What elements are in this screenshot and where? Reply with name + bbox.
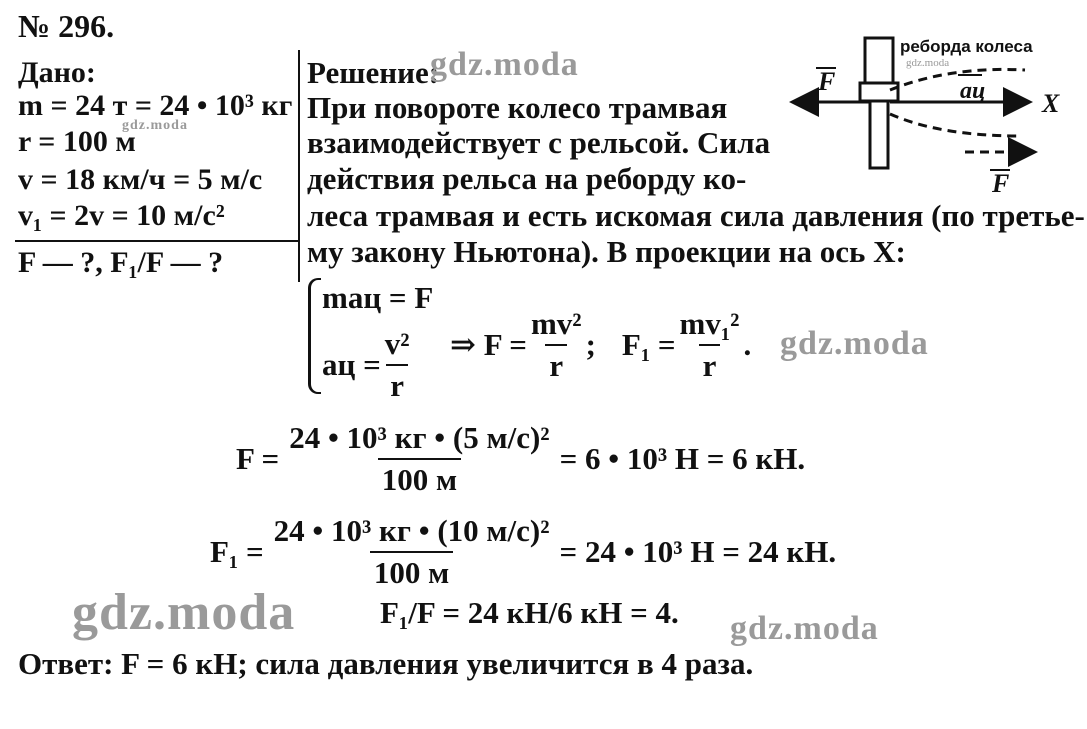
formula-end: .	[743, 327, 752, 362]
given-line-speed2: v₁ = 2v = 10 м/с²	[18, 199, 225, 232]
calc-force1-fraction	[270, 513, 554, 591]
solution-line-4: леса трамвая и есть искомая сила давления (по третье-	[307, 198, 1085, 233]
calc-force-rhs: = 6 • 10³ Н = 6 кН.	[559, 441, 806, 476]
given-find: F — ?, F₁/F — ?	[18, 246, 224, 279]
label-force-bottom: F	[992, 169, 1010, 198]
separator: ;	[585, 327, 596, 362]
system-line-2	[322, 326, 414, 404]
solution-line-1: При повороте колесо трамвая	[307, 90, 728, 125]
label-small-watermark: gdz.moda	[906, 57, 950, 69]
given-header: Дано:	[18, 56, 96, 89]
implies-arrow: ⇒ F =	[450, 327, 527, 362]
solution-header: Решение:	[307, 55, 440, 90]
solution-line-3: действия рельса на реборду ко-	[307, 161, 747, 196]
force-fraction	[527, 306, 586, 384]
force-denominator: r	[545, 344, 567, 384]
calc-force-lhs: F =	[236, 441, 280, 476]
answer-line: Ответ: F = 6 кН; сила давления увеличится в 4 раза.	[18, 646, 754, 681]
given-divider	[15, 240, 298, 242]
given-vertical-rule	[298, 50, 300, 282]
dashed-trajectory-bottom	[890, 114, 1020, 136]
given-line-radius: r = 100 м	[18, 125, 136, 158]
force1-numerator: mv₁²	[679, 306, 740, 341]
label-flange: реборда колеса	[900, 37, 1033, 56]
given-line-speed: v = 18 км/ч = 5 м/с	[18, 163, 263, 196]
dashed-trajectory-top	[890, 69, 1025, 90]
derived-formula	[450, 306, 751, 384]
force1-lhs: F₁ =	[621, 327, 676, 362]
calc-force1-rhs: = 24 • 10³ Н = 24 кН.	[559, 534, 837, 569]
ratio-line: F₁/F = 24 кН/6 кН = 4.	[380, 595, 679, 630]
force1-denominator: r	[699, 344, 721, 384]
force-numerator: mv²	[530, 306, 582, 341]
problem-number: № 296.	[18, 8, 115, 44]
calc-force-denominator: 100 м	[378, 458, 461, 498]
label-force-left: F	[818, 67, 836, 96]
watermark: gdz.moda	[122, 118, 188, 133]
watermark: gdz.moda	[780, 325, 929, 362]
calc-force-numerator: 24 • 10³ кг • (5 м/с)²	[289, 420, 550, 455]
calc-force1-lhs: F₁ =	[210, 534, 264, 569]
wheel-diagram	[780, 28, 1080, 208]
calc-force1-numerator: 24 • 10³ кг • (10 м/с)²	[273, 513, 550, 548]
calc-force	[236, 420, 805, 498]
label-accel: aц	[960, 78, 986, 104]
system-line-2-lhs: aц =	[322, 347, 381, 382]
calc-force-fraction	[285, 420, 553, 498]
system-fraction	[381, 326, 414, 404]
calc-force1-denominator: 100 м	[370, 551, 453, 591]
system-line-1: maц = F	[322, 280, 434, 315]
given-line-mass: m = 24 т = 24 • 10³ кг	[18, 89, 293, 122]
fraction-numerator: v²	[384, 326, 410, 361]
label-axis-x: X	[1042, 89, 1060, 118]
solution-line-2: взаимодействует с рельсой. Сила	[307, 125, 771, 160]
solution-line-5: му закону Ньютона). В проекции на ось X:	[307, 234, 906, 269]
watermark: gdz.moda	[730, 610, 879, 647]
watermark: gdz.moda	[72, 584, 296, 641]
system-brace	[308, 278, 321, 394]
fraction-denominator: r	[386, 364, 408, 404]
force1-fraction	[676, 306, 744, 384]
calc-force1	[210, 513, 836, 591]
watermark: gdz.moda	[430, 46, 579, 83]
